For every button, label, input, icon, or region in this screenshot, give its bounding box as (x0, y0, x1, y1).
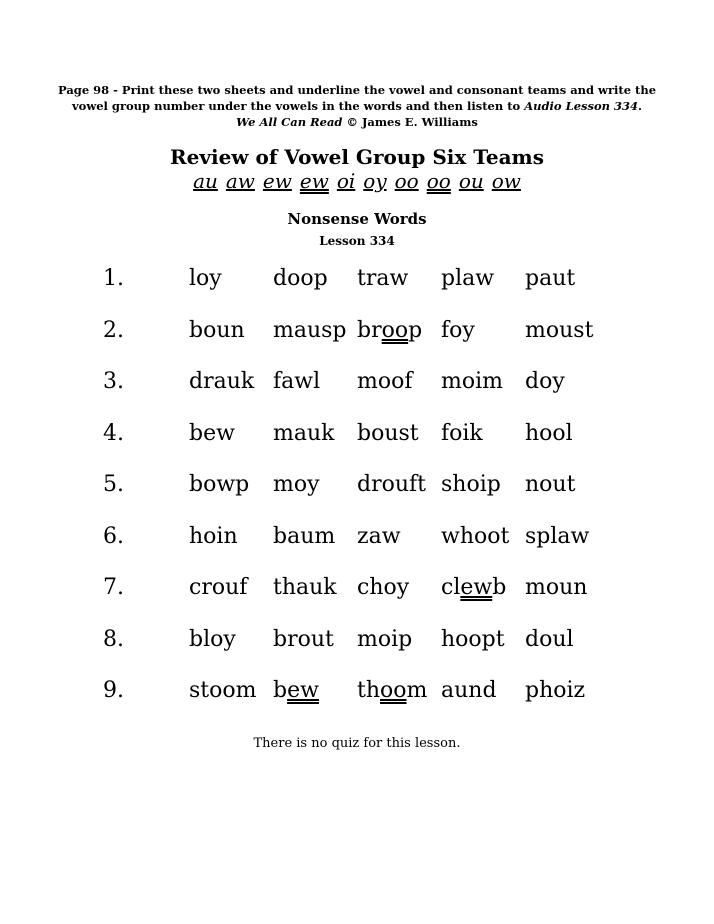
vowel-teams-list (0, 169, 714, 193)
word-part: baum (273, 523, 336, 549)
word-row (0, 472, 714, 502)
nonsense-word (525, 421, 573, 446)
nonsense-word (525, 318, 593, 343)
word-part: mauk (273, 420, 335, 446)
nonsense-word (525, 575, 587, 600)
word-part: doop (273, 266, 328, 291)
nonsense-word (189, 369, 254, 394)
word-part: moy (273, 472, 320, 497)
word-part: thauk (273, 575, 337, 600)
row-number: 7. (103, 575, 124, 600)
word-part: boust (357, 420, 419, 446)
nonsense-word (189, 524, 238, 549)
word-part: fawl (273, 369, 321, 394)
word-part: plaw (441, 266, 495, 291)
instructions-line-2-end: . (638, 99, 643, 113)
nonsense-word (273, 369, 320, 394)
word-part: hool (525, 420, 573, 446)
word-part: brout (273, 626, 334, 652)
word-part: b (492, 575, 507, 600)
row-number: 4. (103, 420, 124, 446)
nonsense-word (189, 678, 256, 703)
word-row (0, 678, 714, 708)
nonsense-word (273, 318, 347, 343)
row-number: 8. (103, 626, 124, 652)
row-number: 1. (103, 266, 124, 291)
nonsense-word (273, 627, 334, 652)
word-part: mausp (273, 317, 347, 343)
word-part: zaw (357, 523, 401, 549)
word-part: cl (441, 575, 461, 600)
nonsense-word (273, 575, 337, 600)
nonsense-word (525, 266, 575, 291)
word-part: boun (189, 317, 245, 343)
nonsense-word (273, 678, 319, 703)
nonsense-word (357, 318, 422, 343)
word-part: drouft (357, 472, 426, 497)
word-part: choy (357, 575, 410, 600)
word-part: traw (357, 266, 409, 291)
footer-note: There is no quiz for this lesson. (253, 736, 461, 751)
word-part: moip (357, 626, 413, 652)
word-part: moust (525, 317, 594, 343)
instructions-line-1: Page 98 - Print these two sheets and underline the vowel and consonant teams and write the (57, 83, 657, 97)
nonsense-word (273, 524, 335, 549)
word-part: splaw (525, 523, 590, 549)
nonsense-word (525, 627, 574, 652)
row-number: 5. (103, 472, 124, 497)
word-part: b (273, 678, 288, 703)
word-part: foy (441, 317, 475, 343)
audio-lesson-ref: Audio Lesson 334 (524, 99, 638, 113)
copyright-line (0, 114, 714, 130)
vowel-team: oi (336, 169, 356, 193)
word-part: bowp (189, 472, 250, 497)
vowel-team: ew (262, 169, 292, 193)
nonsense-word (189, 575, 247, 600)
lesson-label: Lesson 334 (319, 234, 395, 248)
nonsense-word (441, 627, 505, 652)
word-row (0, 575, 714, 605)
underlined-team: ew (460, 575, 493, 600)
vowel-team: au (193, 169, 218, 193)
word-row (0, 627, 714, 657)
word-row (0, 369, 714, 399)
word-part: th (357, 678, 381, 703)
word-part: bloy (189, 626, 236, 652)
nonsense-word (189, 421, 235, 446)
nonsense-word (441, 524, 509, 549)
underlined-team: oo (380, 678, 407, 703)
word-part: moof (357, 369, 413, 394)
word-row (0, 266, 714, 296)
vowel-team: ow (491, 169, 521, 193)
nonsense-word (441, 266, 494, 291)
nonsense-word (357, 421, 419, 446)
word-part: doul (525, 626, 574, 652)
nonsense-word (357, 575, 409, 600)
vowel-team: ou (458, 169, 484, 193)
row-number: 2. (103, 317, 124, 343)
instructions-line-2 (0, 98, 714, 114)
word-part: paut (525, 266, 576, 291)
nonsense-word (441, 369, 503, 394)
word-part: doy (525, 369, 565, 394)
row-number: 6. (103, 523, 124, 549)
nonsense-word (357, 524, 401, 549)
vowel-team: oy (363, 169, 387, 193)
word-part: aund (441, 678, 497, 703)
nonsense-word (525, 369, 565, 394)
copyright-text: © James E. Williams (342, 115, 478, 129)
row-number: 9. (103, 678, 124, 703)
nonsense-word (357, 369, 413, 394)
word-part: moun (525, 575, 588, 600)
word-part: m (406, 678, 428, 703)
word-part: loy (189, 266, 222, 291)
section-heading: Nonsense Words (287, 210, 427, 228)
word-part: hoin (189, 523, 238, 549)
word-row (0, 524, 714, 554)
word-part: br (357, 317, 382, 343)
vowel-team: aw (225, 169, 255, 193)
word-part: moim (441, 369, 504, 394)
word-part: hoopt (441, 626, 505, 652)
nonsense-word (189, 627, 236, 652)
instructions-line-2-text: vowel group number under the vowels in the words and then listen to (71, 99, 525, 113)
book-title: We All Can Read (236, 115, 343, 129)
word-part: drauk (189, 369, 255, 394)
row-number: 3. (103, 369, 124, 394)
nonsense-word (273, 472, 320, 497)
vowel-team: ew (299, 169, 329, 193)
nonsense-word (357, 678, 427, 703)
word-part: stoom (189, 678, 257, 703)
underlined-team: oo (381, 317, 409, 343)
word-part: bew (189, 420, 235, 446)
nonsense-word (357, 627, 412, 652)
word-part: nout (525, 472, 576, 497)
nonsense-word (189, 472, 249, 497)
word-part: shoip (441, 472, 501, 497)
nonsense-word (441, 421, 483, 446)
word-part: p (408, 317, 423, 343)
word-part: crouf (189, 575, 248, 600)
word-row (0, 318, 714, 348)
nonsense-word (441, 575, 506, 600)
nonsense-word (273, 421, 334, 446)
nonsense-word (441, 678, 497, 703)
vowel-team: oo (394, 169, 419, 193)
vowel-team: oo (426, 169, 451, 193)
nonsense-word (189, 266, 222, 291)
nonsense-word (357, 266, 408, 291)
page-title: Review of Vowel Group Six Teams (170, 145, 544, 169)
nonsense-word (441, 318, 475, 343)
nonsense-word (525, 524, 589, 549)
word-part: phoiz (525, 678, 586, 703)
nonsense-word (273, 266, 328, 291)
word-part: whoot (441, 523, 510, 549)
word-part: foik (441, 420, 483, 446)
nonsense-word (189, 318, 245, 343)
underlined-team: ew (287, 678, 319, 703)
nonsense-word (525, 678, 585, 703)
nonsense-word (441, 472, 501, 497)
nonsense-word (525, 472, 575, 497)
nonsense-word (357, 472, 426, 497)
word-row (0, 421, 714, 451)
